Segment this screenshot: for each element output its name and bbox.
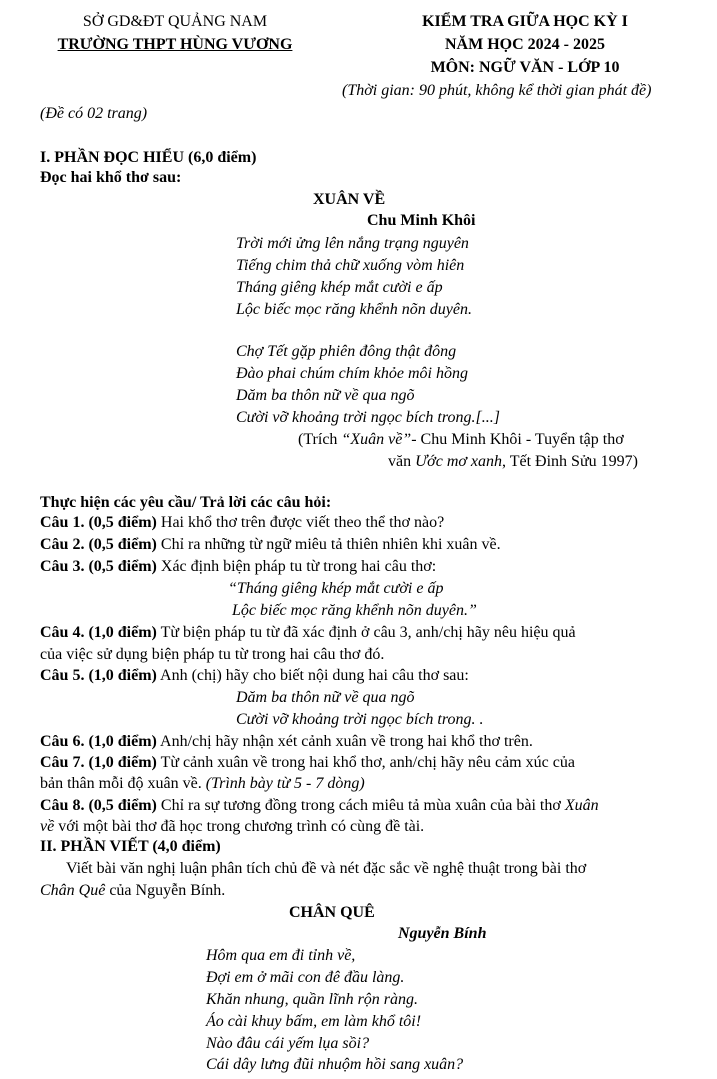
question-label: Câu 8. (0,5 điểm) xyxy=(40,797,157,814)
question-6 xyxy=(40,732,533,751)
question-text: Anh (chị) hãy cho biết nội dung hai câu thơ sau: xyxy=(156,667,469,684)
question-note: (Trình bày từ 5 - 7 dòng) xyxy=(205,775,365,792)
poem2-title: CHÂN QUÊ xyxy=(289,904,375,921)
poem-line: Cười vỡ khoảng trời ngọc bích trong.[...] xyxy=(236,409,500,426)
part1-instruction: Đọc hai khổ thơ sau: xyxy=(40,169,182,186)
question-label: Câu 1. (0,5 điểm) xyxy=(40,514,157,531)
question-7 xyxy=(40,753,575,772)
poem1-title: XUÂN VỀ xyxy=(313,191,386,208)
school-year: NĂM HỌC 2024 - 2025 xyxy=(445,36,605,53)
question-3 xyxy=(40,557,436,576)
question-5 xyxy=(40,666,469,685)
source-prefix: văn xyxy=(388,453,416,470)
department-name: SỞ GD&ĐT QUẢNG NAM xyxy=(82,13,268,30)
exam-title: KIỂM TRA GIỮA HỌC KỲ I xyxy=(422,13,628,30)
school-name: TRƯỜNG THPT HÙNG VƯƠNG xyxy=(57,36,293,53)
source-prefix: (Trích xyxy=(298,431,342,448)
part1-heading: I. PHẦN ĐỌC HIỂU (6,0 điểm) xyxy=(40,149,257,166)
question-8 xyxy=(40,796,599,815)
q3-quote-line1: “Tháng giêng khép mắt cười e ấp xyxy=(228,580,444,597)
poem1-author: Chu Minh Khôi xyxy=(367,212,476,229)
poem-line: Khăn nhung, quần lĩnh rộn ràng. xyxy=(206,991,419,1008)
source-book-title: Ước mơ xanh xyxy=(415,453,503,470)
question-8-cont xyxy=(40,817,424,836)
question-label: Câu 3. (0,5 điểm) xyxy=(40,558,157,575)
question-label: Câu 7. (1,0 điểm) xyxy=(40,754,157,771)
source-suffix: , Tết Đinh Sửu 1997) xyxy=(502,453,638,470)
poem-line: Lộc biếc mọc răng khểnh nõn duyên. xyxy=(236,301,472,318)
question-text: Anh/chị hãy nhận xét cảnh xuân về trong hai khổ thơ trên. xyxy=(156,733,533,750)
question-4-cont: của việc sử dụng biện pháp tu từ trong hai câu thơ đó. xyxy=(40,646,385,663)
question-poem-title: về xyxy=(40,818,55,835)
question-text: với một bài thơ đã học trong chương trình có cùng đề tài. xyxy=(54,818,425,835)
question-label: Câu 5. (1,0 điểm) xyxy=(40,667,157,684)
poem-line: Đào phai chúm chím khỏe môi hồng xyxy=(236,365,468,382)
question-text: Từ biện pháp tu từ đã xác định ở câu 3, anh/chị hãy nêu hiệu quả xyxy=(156,624,576,641)
question-text: Xác định biện pháp tu từ trong hai câu thơ: xyxy=(156,558,437,575)
poem-line: Nào đâu cái yếm lụa sồi? xyxy=(206,1035,370,1052)
question-text: Chỉ ra sự tương đồng trong cách miêu tả mùa xuân của bài thơ xyxy=(156,797,565,814)
poem2-author: Nguyễn Bính xyxy=(398,925,487,942)
source-suffix: - Chu Minh Khôi - Tuyển tập thơ xyxy=(411,431,624,448)
subject-line: MÔN: NGỮ VĂN - LỚP 10 xyxy=(430,59,620,76)
poem-line: Chợ Tết gặp phiên đông thật đông xyxy=(236,343,457,360)
poem-line: Đợi em ở mãi con đê đầu làng. xyxy=(206,969,405,986)
time-note: (Thời gian: 90 phút, không kể thời gian phát đề) xyxy=(342,82,652,99)
poem1-source-line1 xyxy=(298,430,624,449)
question-text: Chỉ ra những từ ngữ miêu tả thiên nhiên khi xuân về. xyxy=(156,536,501,553)
question-2 xyxy=(40,535,501,554)
q3-quote-line2: Lộc biếc mọc răng khểnh nõn duyên.” xyxy=(232,602,477,619)
poem-line: Hôm qua em đi tỉnh về, xyxy=(206,947,356,964)
part2-prompt-line2 xyxy=(40,881,225,900)
prompt-text: của Nguyễn Bính. xyxy=(105,882,226,899)
question-label: Câu 6. (1,0 điểm) xyxy=(40,733,157,750)
poem-line: Trời mới ửng lên nắng trạng nguyên xyxy=(236,235,469,252)
poem-line: Tiếng chim thả chữ xuống vòm hiên xyxy=(236,257,465,274)
poem-line: Dăm ba thôn nữ về qua ngõ xyxy=(236,387,415,404)
poem-line: Áo cài khuy bấm, em làm khổ tôi! xyxy=(206,1013,422,1030)
question-poem-title: Xuân xyxy=(564,797,599,814)
poem-line: Tháng giêng khép mắt cười e ấp xyxy=(236,279,443,296)
part2-prompt-line1: Viết bài văn nghị luận phân tích chủ đề và nét đặc sắc về nghệ thuật trong bài thơ xyxy=(66,860,587,877)
prompt-poem-title: Chân Quê xyxy=(40,882,106,899)
pages-note: (Đề có 02 trang) xyxy=(40,105,148,122)
question-label: Câu 4. (1,0 điểm) xyxy=(40,624,157,641)
tasks-heading: Thực hiện các yêu cầu/ Trả lời các câu hỏi: xyxy=(40,494,332,511)
source-poem-title: “Xuân về” xyxy=(341,431,412,448)
question-7-cont xyxy=(40,774,365,793)
poem1-source-line2 xyxy=(388,452,638,471)
question-text: Hai khổ thơ trên được viết theo thể thơ nào? xyxy=(156,514,445,531)
question-4 xyxy=(40,623,576,642)
question-label: Câu 2. (0,5 điểm) xyxy=(40,536,157,553)
question-text: Từ cảnh xuân về trong hai khổ thơ, anh/chị hãy nêu cảm xúc của xyxy=(156,754,575,771)
q5-quote-line2: Cười vỡ khoảng trời ngọc bích trong. . xyxy=(236,711,484,728)
poem-line: Cái dây lưng đũi nhuộm hồi sang xuân? xyxy=(206,1056,464,1073)
question-1 xyxy=(40,513,444,532)
part2-heading: II. PHẦN VIẾT (4,0 điểm) xyxy=(40,838,221,855)
question-text: bản thân mỗi độ xuân về. xyxy=(40,775,206,792)
q5-quote-line1: Dăm ba thôn nữ về qua ngõ xyxy=(236,689,415,706)
